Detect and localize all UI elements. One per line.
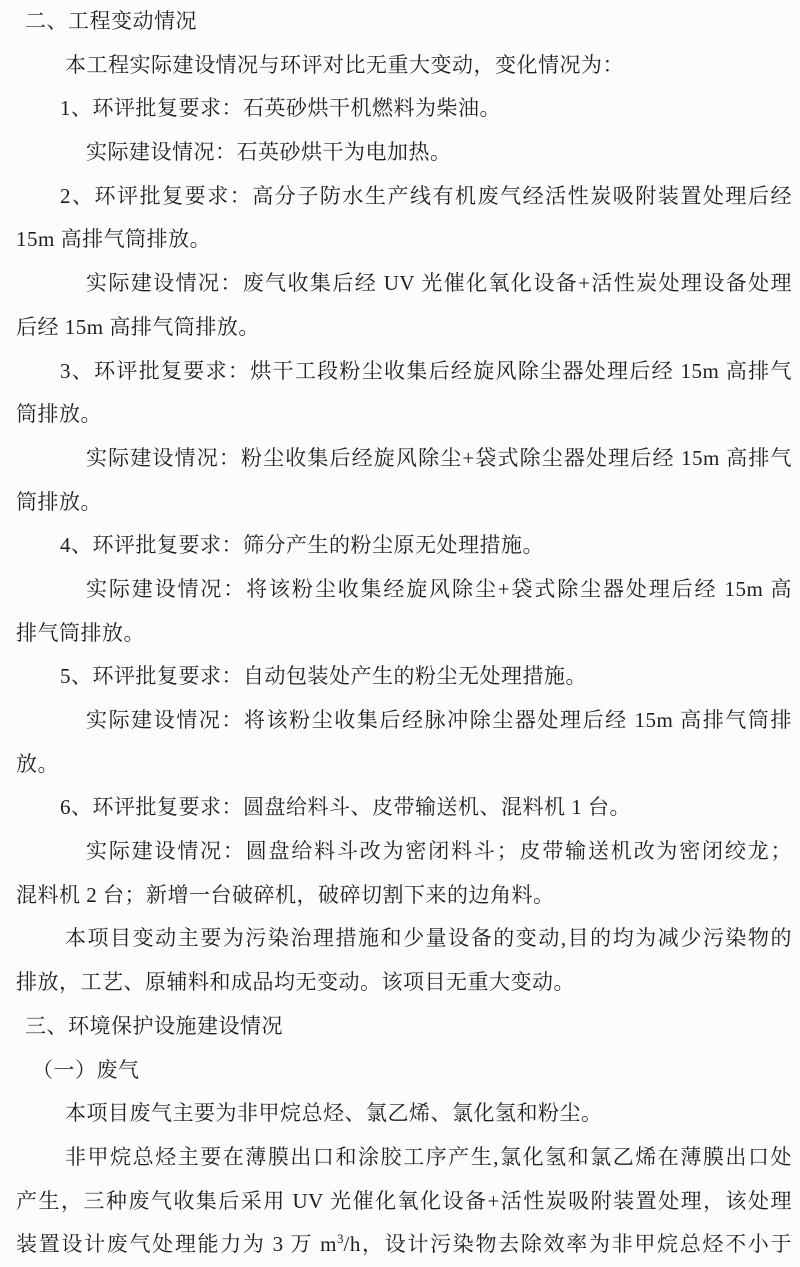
item2-actual-line1: 实际建设情况：废气收集后经 UV 光催化氧化设备+活性炭处理设备处理: [86, 271, 792, 296]
heading-section-2: 二、工程变动情况: [25, 9, 197, 33]
item2-actual-line2: 后经 15m 高排气筒排放。: [16, 314, 260, 339]
intro-paragraph: 本工程实际建设情况与环评对比无重大变动，变化情况为：: [65, 52, 624, 77]
item2-requirement-line1: 2、环评批复要求：高分子防水生产线有机废气经活性炭吸附装置处理后经: [60, 183, 792, 208]
waste-gas-para2-line3: [16, 1223, 792, 1267]
item5-actual-line2: 放。: [16, 751, 59, 776]
item3-requirement-line1: 3、环评批复要求：烘干工段粉尘收集后经旋风除尘器处理后经 15m 高排气: [60, 358, 792, 383]
waste-gas-para2-line1: 非甲烷总烃主要在薄膜出口和涂胶工序产生,氯化氢和氯乙烯在薄膜出口处: [65, 1144, 792, 1169]
item6-actual-line1: 实际建设情况：圆盘给料斗改为密闭料斗；皮带输送机改为密闭绞龙；: [86, 839, 792, 864]
item4-actual-line2: 排气筒排放。: [16, 620, 145, 645]
summary-line2: 排放，工艺、原辅料和成品均无变动。该项目无重大变动。: [16, 970, 575, 995]
item5-actual-line1: 实际建设情况：将该粉尘收集后经脉冲除尘器处理后经 15m 高排气筒排: [86, 708, 792, 732]
item2-requirement-line2: 15m 高排气筒排放。: [16, 227, 212, 252]
item3-actual-line1: 实际建设情况：粉尘收集后经旋风除尘+袋式除尘器处理后经 15m 高排气: [86, 445, 792, 470]
heading-section-3: 三、环境保护设施建设情况: [25, 1013, 283, 1038]
item3-actual-line2: 筒排放。: [16, 489, 102, 514]
superscript-3: 3: [336, 1231, 344, 1247]
item4-requirement: 4、环评批复要求：筛分产生的粉尘原无处理措施。: [60, 533, 544, 558]
item4-actual-line1: 实际建设情况：将该粉尘收集经旋风除尘+袋式除尘器处理后经 15m 高: [86, 576, 792, 601]
summary-line1: 本项目变动主要为污染治理措施和少量设备的变动,目的均为减少污染物的: [65, 926, 792, 951]
item6-actual-line2: 混料机 2 台；新增一台破碎机，破碎切割下来的边角料。: [16, 882, 555, 907]
item3-requirement-line2: 筒排放。: [16, 402, 102, 427]
item6-requirement: 6、环评批复要求：圆盘给料斗、皮带输送机、混料机 1 台。: [60, 795, 631, 820]
item5-requirement: 5、环评批复要求：自动包装处产生的粉尘无处理措施。: [60, 664, 587, 689]
item1-actual: 实际建设情况：石英砂烘干为电加热。: [86, 140, 452, 165]
waste-gas-para1: 本项目废气主要为非甲烷总烃、氯乙烯、氯化氢和粉尘。: [65, 1101, 603, 1126]
capacity-text-pre: 装置设计废气处理能力为 3 万 m: [16, 1232, 337, 1257]
waste-gas-para2-line2: 产生，三种废气收集后采用 UV 光催化氧化设备+活性炭吸附装置处理，该处理: [16, 1188, 792, 1213]
subheading-waste-gas: （一）废气: [32, 1057, 140, 1082]
item1-requirement: 1、环评批复要求：石英砂烘干机燃料为柴油。: [60, 96, 501, 121]
capacity-text-post: /h，设计污染物去除效率为非甲烷总烃不小于: [343, 1232, 792, 1257]
